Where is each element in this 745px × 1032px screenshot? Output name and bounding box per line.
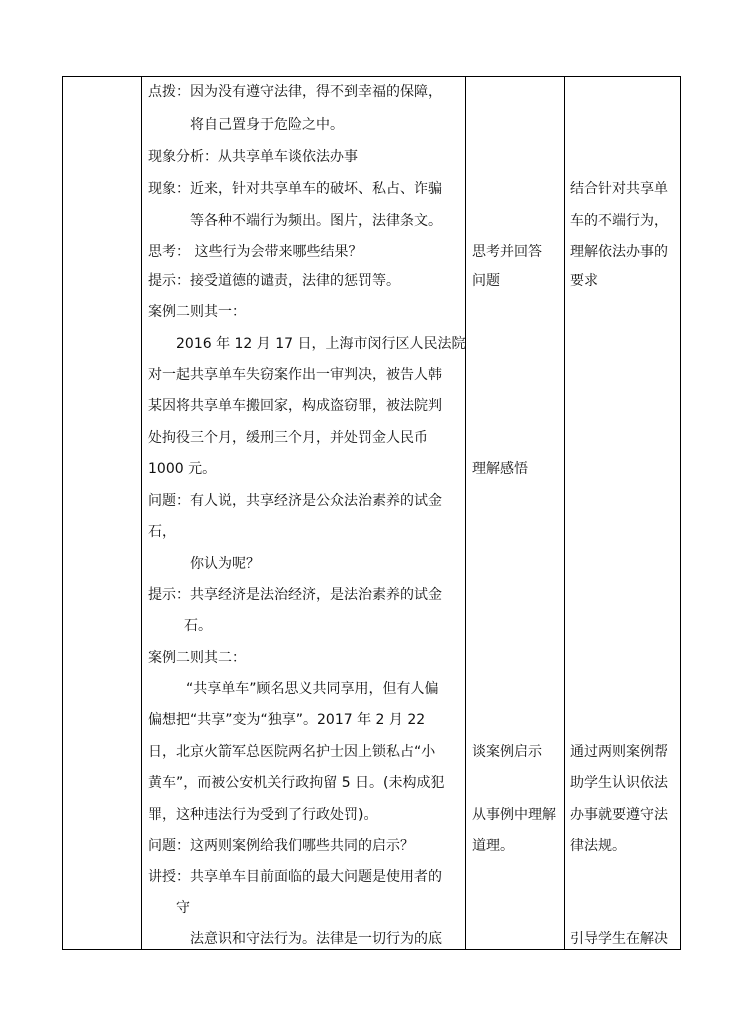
text-line: 从事例中理解 xyxy=(472,807,556,823)
text-line: 黄车”，而被公安机关行政拘留 5 日。(未构成犯 xyxy=(148,775,445,791)
text-line: 点拨：因为没有遵守法律，得不到幸福的保障， xyxy=(148,84,442,100)
text-line: “共享单车”顾名思义共同享用，但有人偏 xyxy=(186,681,439,697)
design-intent-cell xyxy=(565,77,681,949)
text-line: 车的不端行为， xyxy=(570,213,668,229)
text-line: 处拘役三个月，缓刑三个月，并处罚金人民币 xyxy=(148,430,428,446)
case-heading: 案例二则其一： xyxy=(148,304,246,320)
text-line: 结合针对共享单 xyxy=(570,181,668,197)
text-line: 日，北京火箭军总医院两名护士因上锁私占“小 xyxy=(148,744,436,760)
text-line: 办事就要遵守法 xyxy=(570,807,668,823)
text-line: 某因将共享单车搬回家，构成盗窃罪，被法院判 xyxy=(148,398,442,414)
text-line: 法意识和守法行为。法律是一切行为的底 xyxy=(190,931,442,947)
text-line: 理解依法办事的 xyxy=(570,244,668,260)
text-line: 思考： 这些行为会带来哪些结果？ xyxy=(148,244,363,260)
text-line: 问题：这两则案例给我们哪些共同的启示？ xyxy=(148,838,414,854)
text-line: 现象：近来，针对共享单车的破坏、私占、诈骗 xyxy=(148,181,442,197)
text-line: 道理。 xyxy=(472,838,514,854)
text-line: 罪，这种违法行为受到了行政处罚)。 xyxy=(148,807,378,823)
text-line: 讲授：共享单车目前面临的最大问题是使用者的 xyxy=(148,869,442,885)
text-line: 将自己置身于危险之中。 xyxy=(190,117,344,133)
text-line: 提示：接受道德的谴责，法律的惩罚等。 xyxy=(148,273,400,289)
teaching-process-cell xyxy=(142,77,465,949)
section-heading: 现象分析：从共享单车谈依法办事 xyxy=(148,149,358,165)
student-activity-cell xyxy=(466,77,564,949)
text-line: 问题 xyxy=(472,273,500,289)
text-line: 2016 年 12 月 17 日，上海市闵行区人民法院 xyxy=(176,336,466,352)
column-1-cell xyxy=(63,77,141,949)
text-line: 提示：共享经济是法治经济，是法治素养的试金 xyxy=(148,587,442,603)
text-line: 通过两则案例帮 xyxy=(570,744,668,760)
case-heading: 案例二则其二： xyxy=(148,650,246,666)
text-line: 你认为呢？ xyxy=(190,556,260,572)
text-line: 守 xyxy=(176,900,190,916)
text-line: 思考并回答 xyxy=(472,244,542,260)
text-line: 律法规。 xyxy=(570,838,626,854)
text-line: 助学生认识依法 xyxy=(570,775,668,791)
text-line: 理解感悟 xyxy=(472,461,528,477)
text-line: 石。 xyxy=(184,618,212,634)
text-line: 引导学生在解决 xyxy=(570,931,668,947)
text-line: 石， xyxy=(148,524,176,540)
text-line: 1000 元。 xyxy=(148,461,217,477)
text-line: 要求 xyxy=(570,273,598,289)
text-line: 偏想把“共享”变为“独享”。2017 年 2 月 22 xyxy=(148,712,426,728)
text-line: 问题：有人说，共享经济是公众法治素养的试金 xyxy=(148,493,442,509)
text-line: 谈案例启示 xyxy=(472,744,542,760)
text-line: 等各种不端行为频出。图片，法律条文。 xyxy=(190,213,442,229)
text-line: 对一起共享单车失窃案作出一审判决，被告人韩 xyxy=(148,367,442,383)
lesson-plan-table xyxy=(62,76,681,950)
